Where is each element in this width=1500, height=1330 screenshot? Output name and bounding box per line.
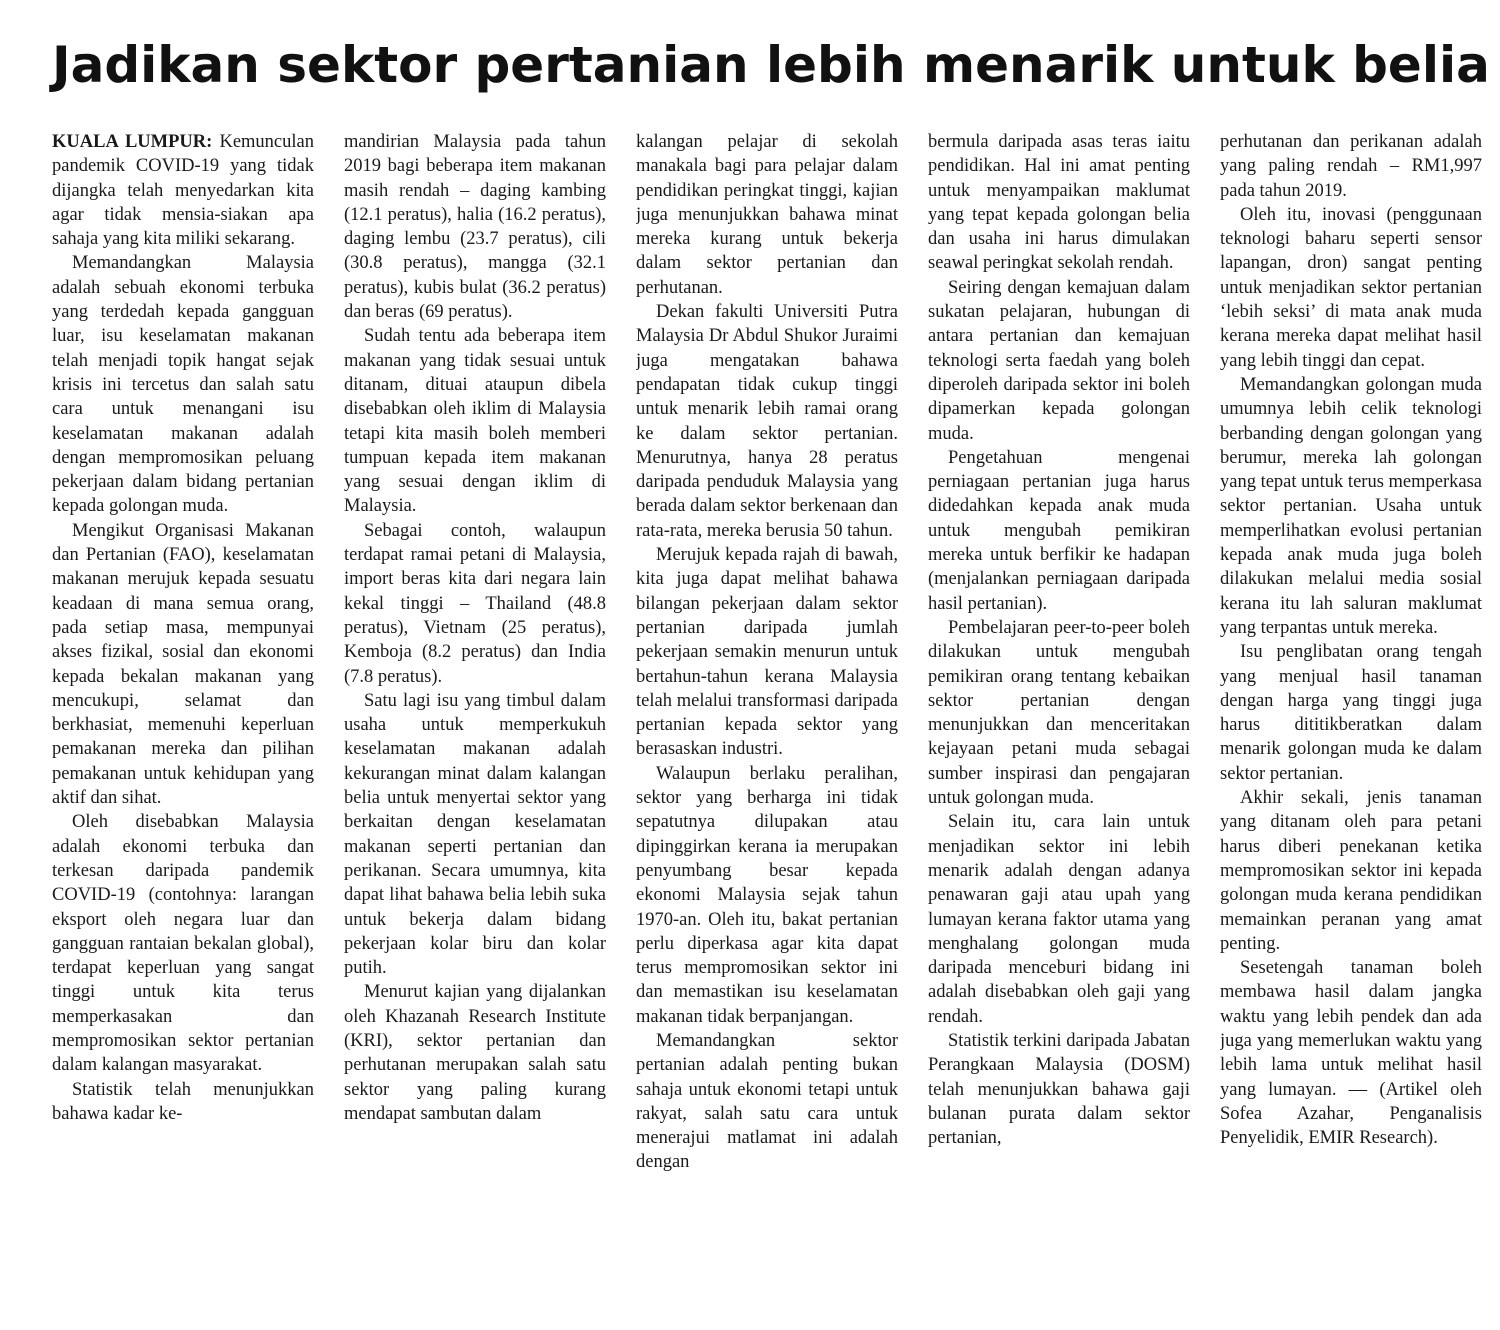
article-paragraph: Memandangkan Malaysia adalah sebuah ekonomi terbuka yang terdedah kepada gangguan luar, isu keselamatan makanan telah menjadi topik hangat sejak krisis ini tercetus dan salah satu cara untuk menangani isu keselamatan makanan adalah dengan mempromosikan peluang pekerjaan dalam bidang pertanian kepada golongan muda. [52, 253, 314, 517]
dateline: KUALA LUMPUR: [52, 132, 213, 152]
article-paragraph: Seiring dengan kemajuan dalam sukatan pelajaran, hubungan di antara pertanian dan kemajuan teknologi serta faedah yang boleh diperoleh daripada sektor ini boleh dipamerkan kepada golongan muda. [928, 277, 1190, 444]
article-paragraph: Statistik terkini daripada Jabatan Perangkaan Malaysia (DOSM) telah menunjukkan bahawa gaji bulanan purata dalam sektor pertanian, [928, 1030, 1190, 1149]
article-paragraph: Satu lagi isu yang timbul dalam usaha untuk memperkukuh keselamatan makanan adalah kekurangan minat dalam kalangan belia untuk menyertai sektor yang berkaitan dengan keselamatan makanan seperti pertanian dan perikanan. Secara umumnya, kita dapat lihat bahawa belia lebih suka untuk bekerja dalam bidang pekerjaan kolar biru dan kolar putih. [344, 690, 606, 979]
article-paragraph: mandirian Malaysia pada tahun 2019 bagi beberapa item makanan masih rendah – daging kambing (12.1 peratus), halia (16.2 peratus), daging lembu (23.7 peratus), cili (30.8 peratus), mangga (32.1 peratus), kubis bulat (36.2 peratus) dan beras (69 peratus). [344, 132, 606, 323]
article-paragraph: Statistik telah menunjukkan bahawa kadar ke- [52, 1079, 314, 1124]
article-column-2 [344, 130, 606, 1320]
article-paragraph: Pengetahuan mengenai perniagaan pertanian juga harus didedahkan kepada anak muda untuk mengubah pemikiran mereka untuk berfikir ke hadapan (menjalankan perniagaan daripada hasil pertanian). [928, 447, 1190, 614]
article-paragraph: Dekan fakulti Universiti Putra Malaysia Dr Abdul Shukor Juraimi juga mengatakan bahawa pendapatan tidak cukup tinggi untuk menarik lebih ramai orang ke dalam sektor pertanian. Menurutnya, hanya 28 peratus daripada penduduk Malaysia yang berada dalam sektor berkenaan dan rata-rata, mereka berusia 50 tahun. [636, 302, 898, 541]
article-paragraph: Walaupun berlaku peralihan, sektor yang berharga ini tidak sepatutnya dilupakan atau dipinggirkan kerana ia merupakan penyumbang besar kepada ekonomi Malaysia sejak tahun 1970-an. Oleh itu, bakat pertanian perlu diperkasa agar kita dapat terus mempromosikan sektor ini dan memastikan isu keselamatan makanan tidak berpanjangan. [636, 763, 898, 1027]
article-paragraph: Merujuk kepada rajah di bawah, kita juga dapat melihat bahawa bilangan pekerjaan dalam sektor pertanian daripada jumlah pekerjaan semakin menurun untuk bertahun-tahun kerana Malaysia telah melalui transformasi daripada pertanian kepada sektor yang berasaskan industri. [636, 545, 898, 760]
article-paragraph: Sudah tentu ada beberapa item makanan yang tidak sesuai untuk ditanam, dituai ataupun dibela disebabkan oleh iklim di Malaysia tetapi kita masih boleh memberi tumpuan kepada item makanan yang sesuai dengan iklim di Malaysia. [344, 326, 606, 517]
article-column-4 [928, 130, 1190, 1320]
article-body [52, 130, 1482, 1320]
article-paragraph [52, 130, 314, 251]
article-paragraph: Sebagai contoh, walaupun terdapat ramai petani di Malaysia, import beras kita dari negara lain kekal tinggi – Thailand (48.8 peratus), Vietnam (25 peratus), Kemboja (8.2 peratus) dan India (7.8 peratus). [344, 520, 606, 687]
article-paragraph: Memandangkan golongan muda umumnya lebih celik teknologi berbanding dengan golongan yang berumur, mereka lah golongan yang tepat untuk terus memperkasa sektor pertanian. Usaha untuk memperlihatkan evolusi pertanian kepada anak muda juga boleh dilakukan melalui media sosial kerana itu lah saluran maklumat yang terpantas untuk mereka. [1220, 374, 1482, 638]
article-paragraph: Selain itu, cara lain untuk menjadikan sektor ini lebih menarik adalah dengan adanya penawaran gaji atau upah yang lumayan kerana faktor utama yang menghalang golongan muda daripada menceburi bidang ini adalah disebabkan oleh gaji yang rendah. [928, 812, 1190, 1027]
article-paragraph: Sesetengah tanaman boleh membawa hasil dalam jangka waktu yang lebih pendek dan ada juga yang memerlukan waktu yang lebih lama untuk melihat hasil yang lumayan. — (Artikel oleh Sofea Azahar, Penganalisis Penyelidik, EMIR Research). [1220, 958, 1482, 1149]
article-paragraph: Oleh disebabkan Malaysia adalah ekonomi terbuka dan terkesan daripada pandemik COVID-19 (contohnya: larangan eksport oleh negara luar dan gangguan rantaian bekalan global), terdapat keperluan yang sangat tinggi untuk kita terus memperkasakan dan mempromosikan sektor pertanian dalam kalangan masyarakat. [52, 812, 314, 1076]
article-paragraph: Memandangkan sektor pertanian adalah penting bukan sahaja untuk ekonomi tetapi untuk rakyat, salah satu cara untuk menerajui matlamat ini adalah dengan [636, 1030, 898, 1173]
article-paragraph: Oleh itu, inovasi (penggunaan teknologi baharu seperti sensor lapangan, dron) sangat penting untuk menjadikan sektor pertanian ‘lebih seksi’ di mata anak muda kerana mereka dapat melihat hasil yang lebih tinggi dan cepat. [1220, 204, 1482, 371]
article-paragraph: bermula daripada asas teras iaitu pendidikan. Hal ini amat penting untuk menyampaikan maklumat yang tepat kepada golongan belia dan usaha ini harus dimulakan seawal peringkat sekolah rendah. [928, 132, 1190, 274]
article-paragraph: kalangan pelajar di sekolah manakala bagi para pelajar dalam pendidikan peringkat tinggi, kajian juga menunjukkan bahawa minat mereka kurang untuk bekerja dalam sektor pertanian dan perhutanan. [636, 132, 898, 298]
article-column-3 [636, 130, 898, 1320]
article-paragraph: Menurut kajian yang dijalankan oleh Khazanah Research Institute (KRI), sektor pertanian dan perhutanan merupakan salah satu sektor yang paling kurang mendapat sambutan dalam [344, 982, 606, 1124]
headline: Jadikan sektor pertanian lebih menarik untuk belia [52, 36, 1490, 94]
article-column-5 [1220, 130, 1482, 1320]
article-paragraph: Isu penglibatan orang tengah yang menjual hasil tanaman dengan harga yang tinggi juga harus dititikberatkan dalam menarik golongan muda ke dalam sektor pertanian. [1220, 642, 1482, 784]
article-paragraph: Pembelajaran peer-to-peer boleh dilakukan untuk mengubah pemikiran orang tentang kebaikan sektor pertanian dengan menunjukkan dan menceritakan kejayaan petani muda sebagai sumber inspirasi dan pengajaran untuk golongan muda. [928, 617, 1190, 809]
article-column-1 [52, 130, 314, 1320]
paragraph-text: Kemunculan pandemik COVID-19 yang tidak dijangka telah menyedarkan kita agar tidak mensia-siakan apa sahaja yang kita miliki sekarang. [52, 132, 314, 250]
article-paragraph: Mengikut Organisasi Makanan dan Pertanian (FAO), keselamatan makanan merujuk kepada sesuatu keadaan di mana semua orang, pada setiap masa, mempunyai akses fizikal, sosial dan ekonomi kepada bekalan makanan yang mencukupi, selamat dan berkhasiat, memenuhi keperluan pemakanan mereka dan pilihan pemakanan untuk kehidupan yang aktif dan sihat. [52, 520, 314, 809]
article-paragraph: perhutanan dan perikanan adalah yang paling rendah – RM1,997 pada tahun 2019. [1220, 132, 1482, 201]
article-paragraph: Akhir sekali, jenis tanaman yang ditanam oleh para petani harus diberi penekanan ketika mempromosikan sektor ini kepada golongan muda kerana pendidikan memainkan peranan yang amat penting. [1220, 788, 1482, 954]
